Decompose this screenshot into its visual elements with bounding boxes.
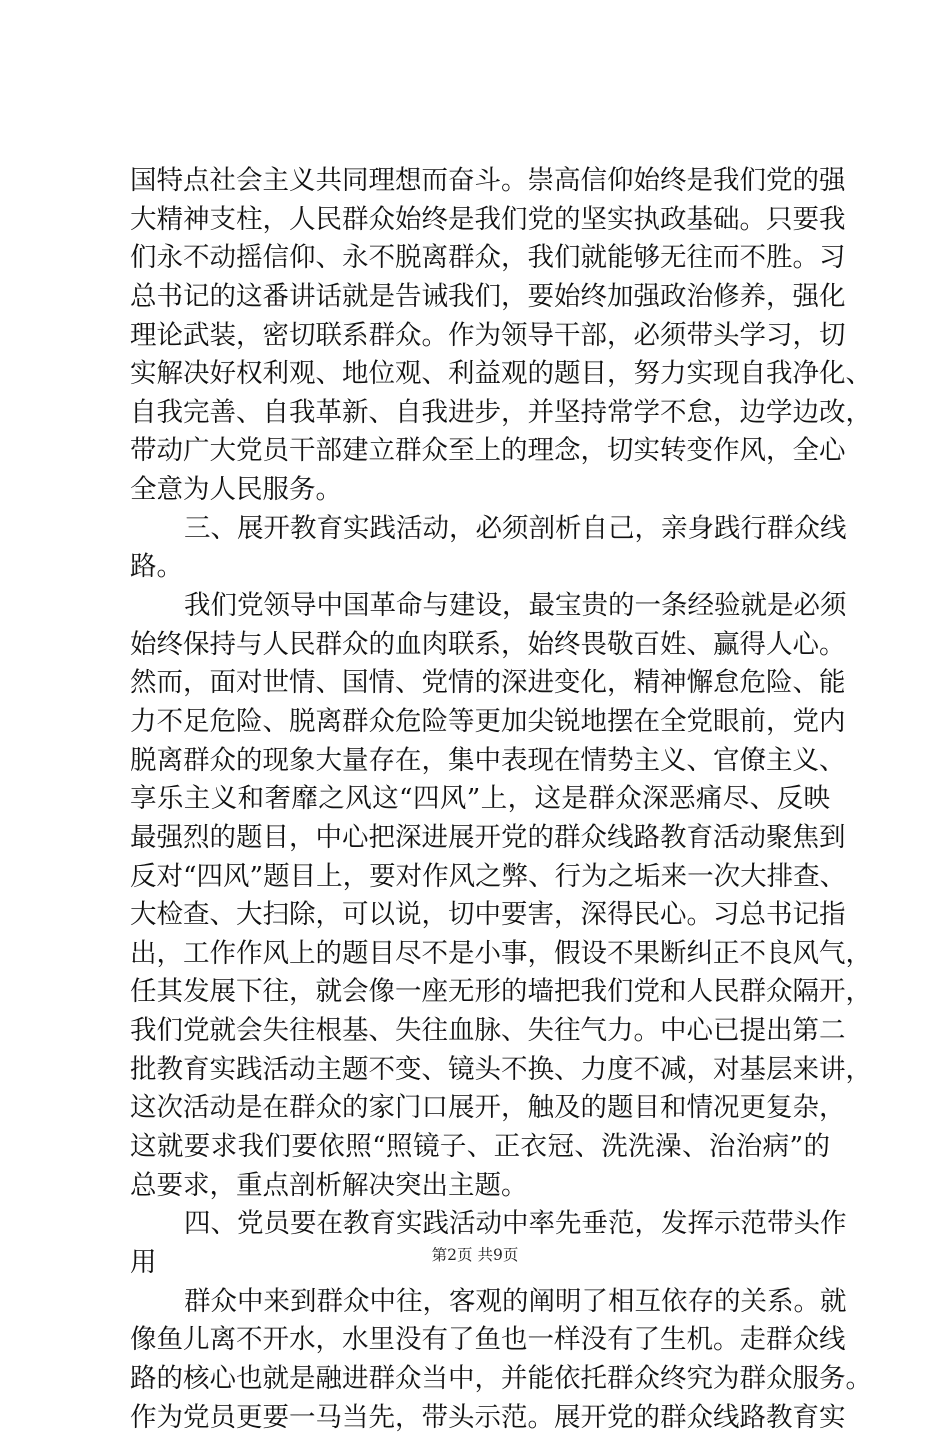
text-line: 这次活动是在群众的家门口展开，触及的题目和情况更复杂， <box>130 1089 830 1128</box>
text-line: 反对“四风”题目上，要对作风之弊、行为之垢来一次大排查、 <box>130 858 830 897</box>
text-line: 大精神支柱，人民群众始终是我们党的坚实执政基础。只要我 <box>130 201 830 240</box>
text-line: 总要求，重点剖析解决突出主题。 <box>130 1167 830 1206</box>
text-line: 实解决好权利观、地位观、利益观的题目，努力实现自我净化、 <box>130 355 830 394</box>
text-line: 群众中来到群众中往，客观的阐明了相互依存的关系。就 <box>130 1283 830 1322</box>
text-line: 像鱼儿离不开水，水里没有了鱼也一样没有了生机。走群众线 <box>130 1321 830 1360</box>
text-line: 三、展开教育实践活动，必须剖析自己，亲身践行群众线 <box>130 510 830 549</box>
text-line: 用 <box>130 1244 830 1283</box>
text-line: 享乐主义和奢靡之风这“四风”上，这是群众深恶痛尽、反映 <box>130 780 830 819</box>
text-line: 任其发展下往，就会像一座无形的墙把我们党和人民群众隔开， <box>130 973 830 1012</box>
text-line: 全意为人民服务。 <box>130 471 830 510</box>
text-line: 自我完善、自我革新、自我进步，并坚持常学不怠，边学边改， <box>130 394 830 433</box>
text-line: 批教育实践活动主题不变、镜头不换、力度不减，对基层来讲， <box>130 1051 830 1090</box>
text-line: 最强烈的题目，中心把深进展开党的群众线路教育活动聚焦到 <box>130 819 830 858</box>
text-line: 力不足危险、脱离群众危险等更加尖锐地摆在全党眼前，党内 <box>130 703 830 742</box>
text-line: 始终保持与人民群众的血肉联系，始终畏敬百姓、赢得人心。 <box>130 626 830 665</box>
text-line: 国特点社会主义共同理想而奋斗。崇高信仰始终是我们党的强 <box>130 162 830 201</box>
text-line: 们永不动摇信仰、永不脱离群众，我们就能够无往而不胜。习 <box>130 239 830 278</box>
text-line: 路的核心也就是融进群众当中，并能依托群众终究为群众服务。 <box>130 1360 830 1399</box>
text-line: 作为党员更要一马当先，带头示范。展开党的群众线路教育实 <box>130 1399 830 1437</box>
text-line: 出，工作作风上的题目尽不是小事，假设不果断纠正不良风气， <box>130 935 830 974</box>
text-line: 大检查、大扫除，可以说，切中要害，深得民心。习总书记指 <box>130 896 830 935</box>
text-line: 我们党就会失往根基、失往血脉、失往气力。中心已提出第二 <box>130 1012 830 1051</box>
text-line: 然而，面对世情、国情、党情的深进变化，精神懈怠危险、能 <box>130 664 830 703</box>
page-footer: 第2页 共9页 <box>0 1244 950 1266</box>
text-line: 总书记的这番讲话就是告诫我们，要始终加强政治修养，强化 <box>130 278 830 317</box>
text-line: 理论武装，密切联系群众。作为领导干部，必须带头学习，切 <box>130 317 830 356</box>
text-line: 四、党员要在教育实践活动中率先垂范，发挥示范带头作 <box>130 1205 830 1244</box>
text-line: 我们党领导中国革命与建设，最宝贵的一条经验就是必须 <box>130 587 830 626</box>
text-line: 这就要求我们要依照“照镜子、正衣冠、洗洗澡、治治病”的 <box>130 1128 830 1167</box>
text-line: 路。 <box>130 548 830 587</box>
text-line: 带动广大党员干部建立群众至上的理念，切实转变作风，全心 <box>130 432 830 471</box>
text-line: 脱离群众的现象大量存在，集中表现在情势主义、官僚主义、 <box>130 742 830 781</box>
